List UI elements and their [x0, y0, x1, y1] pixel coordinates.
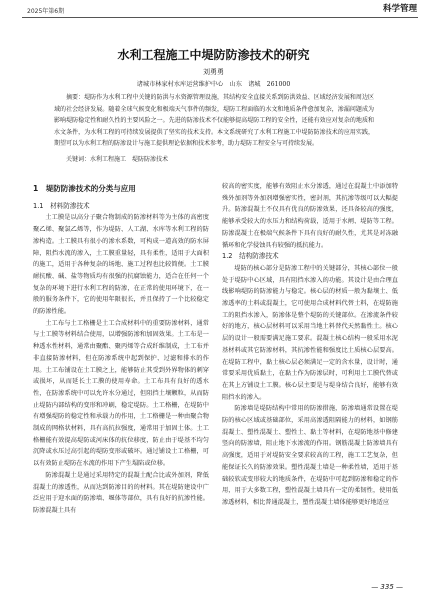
journal-issue: 2025年第6期 — [27, 8, 65, 15]
paragraph-geomembrane: 土工膜是以高分子聚合物制成的防渗材料等为主体的高密度聚乙烯、聚氯乙烯等，作为堤防、人工湖、水库等水利工程的防渗构造。土工膜具有很小的渗水系数，可构成一道高效的防水屏障，阻挡水流的渗入，土工膜重量轻，具有柔性，适用于大面积的施工，适用于各种复杂的场地、施工过程也比较简便。土工膜耐抗酸、碱、盐等物质均有很强的抗腐蚀能力，适合在任何一个复杂的环境下进行水利工程的防渗，在正常的使用环境下，在一般的服务条件下，它的使用年限很长，并且保持了一个比较稳定的防渗性能。 — [33, 214, 209, 316]
keywords: 关键词：水利工程施工 堤防防渗技术 — [66, 156, 169, 163]
subsection-heading-1-2: 1.2 结构防渗技术 — [222, 252, 279, 261]
paragraph-impermeable-concrete: 防渗混凝土是通过采用特定的混凝土配合比或外加剂，降低混凝土的渗透性，从而达到防渗目的的材料。其在堤防建设中广泛应用于迎水面的防渗墙、堰体等部位，具有良好的抗渗性能。防渗混凝土具有 — [33, 471, 209, 514]
header-rule — [22, 17, 418, 18]
abstract: 摘要：堤防作为水利工程中关键的防洪与水资源管理设施，其结构安全直接关系到防洪效益、区域经济发展和周边区域的社会经济发展。随着全球气候变化和极端天气事件的频发，堤防工程面临的水文和地质条件愈加复杂，渗漏问题成为影响堤防稳定性和耐久性的主要风险之一。先进的防渗技术不仅能够提高堤防工程的安全性，还能有效应对复杂的地质和水文条件，为水利工程的可持续发展提供了坚实的技术支持。本文系统研究了水利工程施工中堤防防渗技术的应用实践，期望可以为水利工程的防渗设计与施工提供理论依据和技术参考，助力堤防工程安全与可持续发展。 — [54, 94, 374, 147]
right-column — [222, 181, 398, 509]
left-column — [33, 183, 209, 517]
paragraph-core-layer: 堤防的核心部分是防渗工程中的关键部分，其核心部位一般处于堤防中心区域，具有阻挡水渗入的功能。其设计是由合理直线影响堤防的防渗能力与稳定。核心层的材质一般为黏壤土、低渗透率的土料或混凝土，它可使用合成材料代替土料，在堤防施工的阻挡水渗入，防渗体是整个堤防的关键部位。在渗流条件较好的地方，核心层材料可以采用当地土料替代天然黏性土。核心层的设计一般需要满足施工要求。混凝土核心结构一般采用水泥基材料或其它防渗材料，其抗渗性能和强度比土质核心层要高。在堤防工程中，黏土核心层必须满足一定的含水量，设计时，通常要采用优质黏土，在黏土作为防渗层时，可利用土工膜代替或在其上方铺设土工膜。核心层主要是与堤身结合良好，能够有效阻挡水的渗入。 — [222, 264, 398, 401]
author-name: 刘勇勇 — [203, 68, 224, 76]
subsection-heading-1-1: 1.1 材料防渗技术 — [33, 201, 90, 210]
article-title: 水利工程施工中堤防防渗技术的研究 — [117, 48, 310, 62]
paragraph-cutoff-wall: 防渗墙是堤防结构中常用的防渗措施，防渗墙通常设置在堤防的核心区域或基础部位，采用高渗透阻隔能力的材料，如钢筋混凝土、塑性混凝土、塑性土、黏土等材料，在堤防地基中修建竖向的防渗墙，阻止地下水渗流的作用。钢筋混凝土防渗墙具有高强度，适用于对堤防安全要求较高的工程，施工工艺复杂，但能保证长久的防渗效果。塑性混凝土墙是一种柔性墙，适用于基础较软或变形较大的地质条件，在堤防中可起到防渗和稳定的作用，用于大多数工程，塑性混凝土墙具有一定的柔韧性，使用低渗透材料，相比普通混凝土，塑性混凝土墙体能够更好地适应 — [222, 405, 398, 506]
section-label: 科学管理 — [382, 4, 417, 14]
page-number: — 335 — — [371, 583, 403, 591]
paragraph-geotextile: 土工布与土工格栅是土工合成材料中的重要防渗材料，通常与土工膜等材料结合使用，以增强防渗和加固效果。土工布是一种透水性材料，通常由聚酯、聚丙烯等合成纤维制成，土工布并非直接防渗材料，但在防渗系统中起到保护、过滤和排水的作用。土工布铺设在土工膜之上，能够防止其受到外界物体的刺穿或损坏，从而延长土工膜的使用寿命。土工布具有良好的透水性，在防渗系统中可以允许水分通过，但阻挡土壤颗粒，从而防止堤防内部结构的变形和冲刷，稳定堤防。土工格栅，在堤防中有增强堤防的稳定性和承载力的作用，土工格栅是一种由聚合物制成的网格状材料，具有高抗拉强度，通常用于加固土体。土工格栅能有效提高堤防或河床体的抗位移度，防止由于堤基不均匀沉降或水压过高引起的堤防变形或破坏。通过铺设土工格栅，可以有效防止堤防在水流的作用下产生塌陷或位移。 — [33, 319, 209, 468]
author-affiliation: 诸城市林家村水库运营维护中心 山东 诸城 261000 — [136, 81, 291, 88]
paragraph-concrete-continued: 较高的密实度，能够有效阻止水分渗透，通过在混凝土中添加特殊外加剂等外加剂增强密实性，密封剂，其抗渗等级可以大幅提升。防渗混凝土不仅具有优良的防渗效果，还具备较高的强度，能够承受较大的水压力和结构荷载，适用于水闸、堤防等工程。防渗混凝土在极端气候条件下具有良好的耐久性，尤其是对冻融循环和化学侵蚀具有较强的抵抗能力。 — [222, 183, 398, 249]
section-heading-1: 1 堤防防渗技术的分类与应用 — [33, 184, 136, 193]
